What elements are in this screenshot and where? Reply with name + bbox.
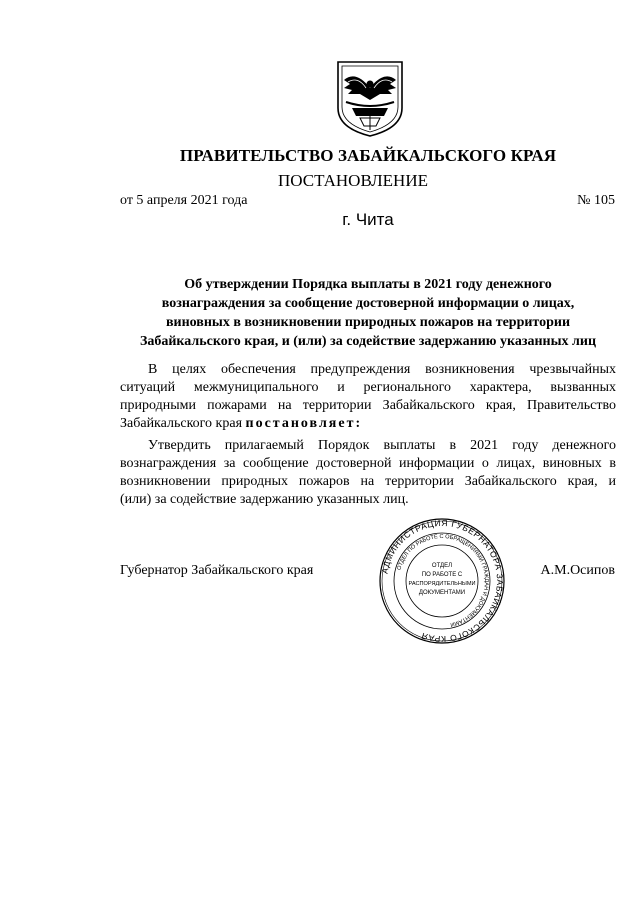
document-type: ПОСТАНОВЛЕНИЕ [277, 171, 428, 190]
organization-title: ПРАВИТЕЛЬСТВО ЗАБАЙКАЛЬСКОГО КРАЯ [179, 146, 557, 165]
decree-keyword: постановляет: [245, 416, 363, 431]
paragraph-text: Забайкальского края [120, 416, 243, 431]
stamp-outer-text: АДМИНИСТРАЦИЯ ГУБЕРНАТОРА ЗАБАЙКАЛЬСКОГО КРАЯ [379, 517, 506, 645]
subject-line: Забайкальского края, и (или) за содействие задержанию указанных лиц [139, 334, 597, 349]
body-paragraph-1 [120, 361, 616, 433]
paragraph-line: природными пожарами на территории Забайкальского края, Правительство [120, 398, 616, 413]
official-seal-icon [378, 517, 506, 645]
document-city: г. Чита [342, 210, 394, 229]
document-number: № 105 [577, 193, 615, 208]
subject-line: виновных в возникновении природных пожаров на территории [165, 315, 571, 330]
stamp-center-line: ПО РАБОТЕ С [421, 572, 463, 578]
signatory-title: Губернатор Забайкальского края [120, 563, 314, 578]
stamp-center-line: ОТДЕЛ [431, 563, 453, 569]
stamp-center-line: ДОКУМЕНТАМИ [418, 590, 466, 596]
paragraph-line: (или) за содействие задержанию указанных лиц. [120, 492, 409, 507]
paragraph-line: вознаграждения за сообщение достоверной информации о лицах, виновных в [120, 456, 616, 471]
stamp-inner-text: ОТДЕЛ ПО РАБОТЕ С ОБРАЩЕНИЯМИ ГРАЖДАН И ДОКУМЕНТАМИ [396, 533, 490, 628]
document-date: от 5 апреля 2021 года [120, 193, 248, 208]
coat-of-arms-icon [330, 58, 410, 138]
paragraph-line: возникновении природных пожаров на территории Забайкальского края, и [120, 474, 616, 489]
body-paragraph-2 [120, 437, 616, 509]
paragraph-line: ситуаций межмуниципального и регионального характера, вызванных [120, 380, 616, 395]
paragraph-line: В целях обеспечения предупреждения возникновения чрезвычайных [148, 362, 616, 377]
paragraph-line: Утвердить прилагаемый Порядок выплаты в 2021 году денежного [148, 438, 616, 453]
subject-line: Об утверждении Порядка выплаты в 2021 году денежного [184, 277, 552, 292]
document-subject [118, 275, 618, 351]
stamp-center-line: РАСПОРЯДИТЕЛЬНЫМИ [408, 581, 476, 587]
signatory-name: А.М.Осипов [540, 563, 615, 578]
subject-line: вознаграждения за сообщение достоверной информации о лицах, [161, 296, 575, 311]
paragraph-line [120, 415, 616, 433]
